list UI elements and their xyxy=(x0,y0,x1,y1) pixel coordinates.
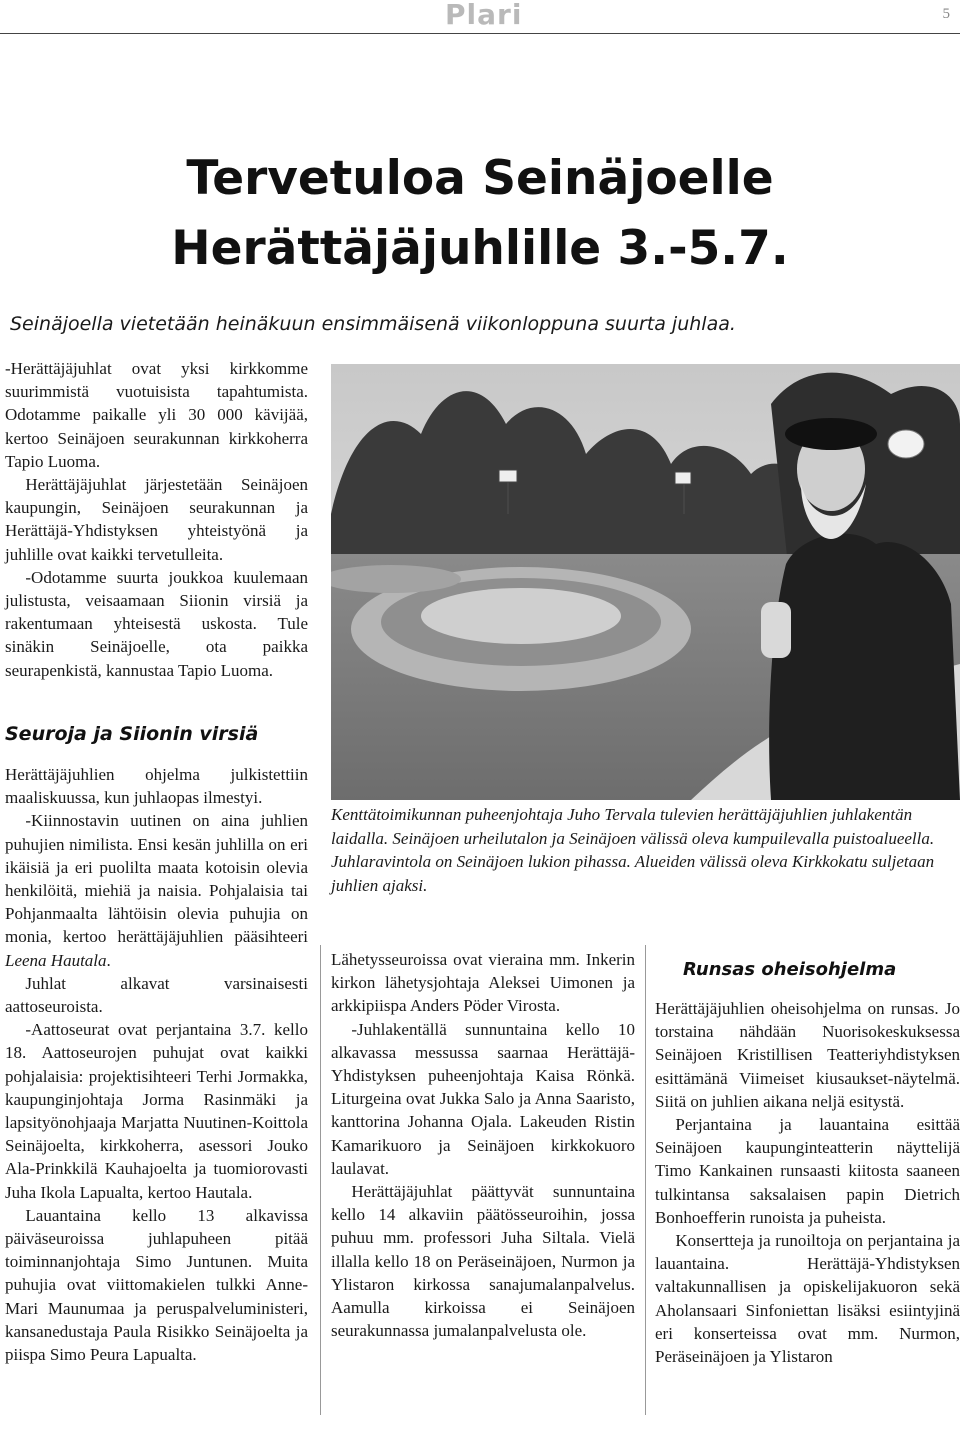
section1-paragraph-text: -Kiinnostavin uutinen on aina juhlien puhujien nimilista. Ensi kesän juhlilla on eri ikäisiä ja eri puolilta maata kotoisin olevia henkilöitä, miehiä ja naisia. Pohjalaisia tai Pohjanmaalta lähtöisin olevia puhujia on monia, kertoo herättäjäjuhlien pääsihteeri xyxy=(5,811,308,947)
intro-column xyxy=(5,357,308,682)
section1-column xyxy=(5,763,308,1366)
section1-paragraph: Lauantaina kello 13 alkavissa päiväseuroissa juhlapuheen pitää toiminnanjohtaja Simo Juntunen. Muita puhujia ovat viittomakielen tulkki Anne-Mari Maunumaa ja peruspalveluministeri, kansanedustaja Paula Risikko Seinäjoelta ja piispa Simo Peura Lapualta. xyxy=(5,1205,308,1365)
title-line-2: Herättäjäjuhlille 3.-5.7. xyxy=(171,221,789,276)
intro-paragraph: Herättäjäjuhlat järjestetään Seinäjoen kaupungin, Seinäjoen seurakunnan ja Herättäjä-Yhdistyksen yhteistyönä ja juhlille ovat kaikki tervetulleita. xyxy=(5,475,308,564)
column-rule xyxy=(320,945,321,1415)
column2-paragraph: Lähetysseuroissa ovat vieraina mm. Inkerin kirkon lähetysjohtaja Aleksei Uimonen ja arkkipiispa Anders Pöder Virosta. xyxy=(331,950,635,1016)
section1-paragraph: -Aattoseurat ovat perjantaina 3.7. kello 18. Aattoseurojen puhujat ovat kaikki pohjalaisia: projektisihteeri Terhi Jormakka, kaupunginjohtaja Jorma Rasinmäki ja lapsityönohjaaja Marjatta Nuutinen-Koittola Seinäjoelta, kirkkoherra, asessori Jouko Ala-Prinkkilä Kauhajoelta ja tuomiorovasti Juha Ikola Lapualta, kertoo Hautala. xyxy=(5,1020,308,1202)
article-lead: Seinäjoella vietetään heinäkuun ensimmäisenä viikonloppuna suurta juhlaa. xyxy=(10,313,736,335)
article-title xyxy=(0,144,960,284)
column2-paragraph: -Juhlakentällä sunnuntaina kello 10 alkavassa messussa saarnaa Herättäjä-Yhdistyksen puheenjohtaja Kaisa Rönkä. Liturgeina ovat Jukka Salo ja Anna Saaristo, kanttorina Johanna Ojala. Lakeuden Ristin Kamarikuoro ja Seinäjoen kirkkokuoro laulavat. xyxy=(331,1019,635,1178)
caption-text: Kenttätoimikunnan puheenjohtaja Juho Tervala tulevien herättäjäjuhlien juhlakentän laidalla. Seinäjoen urheilutalon ja Seinäjoen välissä oleva kumpuilevalla puistoalueella. Juhlaravintola on Seinäjoen lukion pihassa. Alueiden välissä oleva Kirkkokatu suljetaan juhlien ajaksi. xyxy=(331,805,935,895)
section-heading-oheisohjelma: Runsas oheisohjelma xyxy=(683,959,897,980)
header-rule xyxy=(0,33,960,34)
photo-park-man xyxy=(331,364,960,800)
section1-paragraph: Herättäjäjuhlien ohjelma julkistettiin maaliskuussa, kun juhlaopas ilmestyi. xyxy=(5,765,308,808)
article-photo xyxy=(331,364,960,800)
photo-caption xyxy=(331,803,960,897)
column3-paragraph: Perjantaina ja lauantaina esittää Seinäjoen kaupunginteatterin näyttelijä Timo Kankainen runsaasti kiitosta saaneen tulkintansa saksalaisen papin Dietrich Bonhoefferin runoista ja puheista. xyxy=(655,1115,960,1227)
section-heading-seuroja: Seuroja ja Siionin virsiä xyxy=(5,723,259,745)
column-3 xyxy=(655,997,960,1368)
intro-paragraph: -Odotamme suurta joukkoa kuulemaan julistusta, veisaamaan Siionin virsiä ja rakentumaan yhteisestä uskosta. Tule sinäkin Seinäjoelle, ota paikka seurapenkistä, kannustaa Tapio Luoma. xyxy=(5,567,308,680)
column-rule xyxy=(645,945,646,1415)
column2-paragraph: Herättäjäjuhlat päättyvät sunnuntaina kello 14 alkaviin päätösseuroihin, jossa puhuu mm. professori Juha Siltala. Vielä illalla kello 18 on Peräseinäjoen, Nurmon ja Ylistaron kirkossa sanajumalanpalvelus. Aamulla kirkoissa ei Seinäjoen seurakunnassa jumalanpalvelusta ole. xyxy=(331,1182,635,1341)
page-number: 5 xyxy=(942,6,950,22)
secretary-name: Leena Hautala xyxy=(5,950,107,970)
column3-paragraph: Herättäjäjuhlien oheisohjelma on runsas. Jo torstaina nähdään Nuorisokeskuksessa Seinäjoen Kristillisen Teatteriyhdistyksen esittämänä Viimeiset kiusaukset-näytelmä. Siitä on juhlien aikana neljä esitystä. xyxy=(655,999,960,1111)
sentence-end: . xyxy=(106,950,111,970)
column-2 xyxy=(331,948,635,1342)
column3-paragraph: Konsertteja ja runoiltoja on perjantaina ja lauantaina. Herättäjä-Yhdistyksen valtakunnallisen ja opiskelijakuoron sekä Aholansaari Sinfoniettan lisäksi esiintyjinä eri konserteissa ovat mm. Nurmon, Peräseinäjoen ja Ylistaron xyxy=(655,1231,960,1367)
section1-paragraph xyxy=(5,809,308,971)
intro-paragraph: -Herättäjäjuhlat ovat yksi kirkkomme suurimmistä vuotuisista tapahtumista. Odotamme paikalle yli 30 000 kävijää, kertoo Seinäjoen seurakunnan kirkkoherra Tapio Luoma. xyxy=(5,359,308,471)
title-line-1: Tervetuloa Seinäjoelle xyxy=(186,151,774,206)
publication-name: Plari xyxy=(445,0,523,31)
section1-paragraph: Juhlat alkavat varsinaisesti aattoseuroista. xyxy=(5,973,308,1017)
